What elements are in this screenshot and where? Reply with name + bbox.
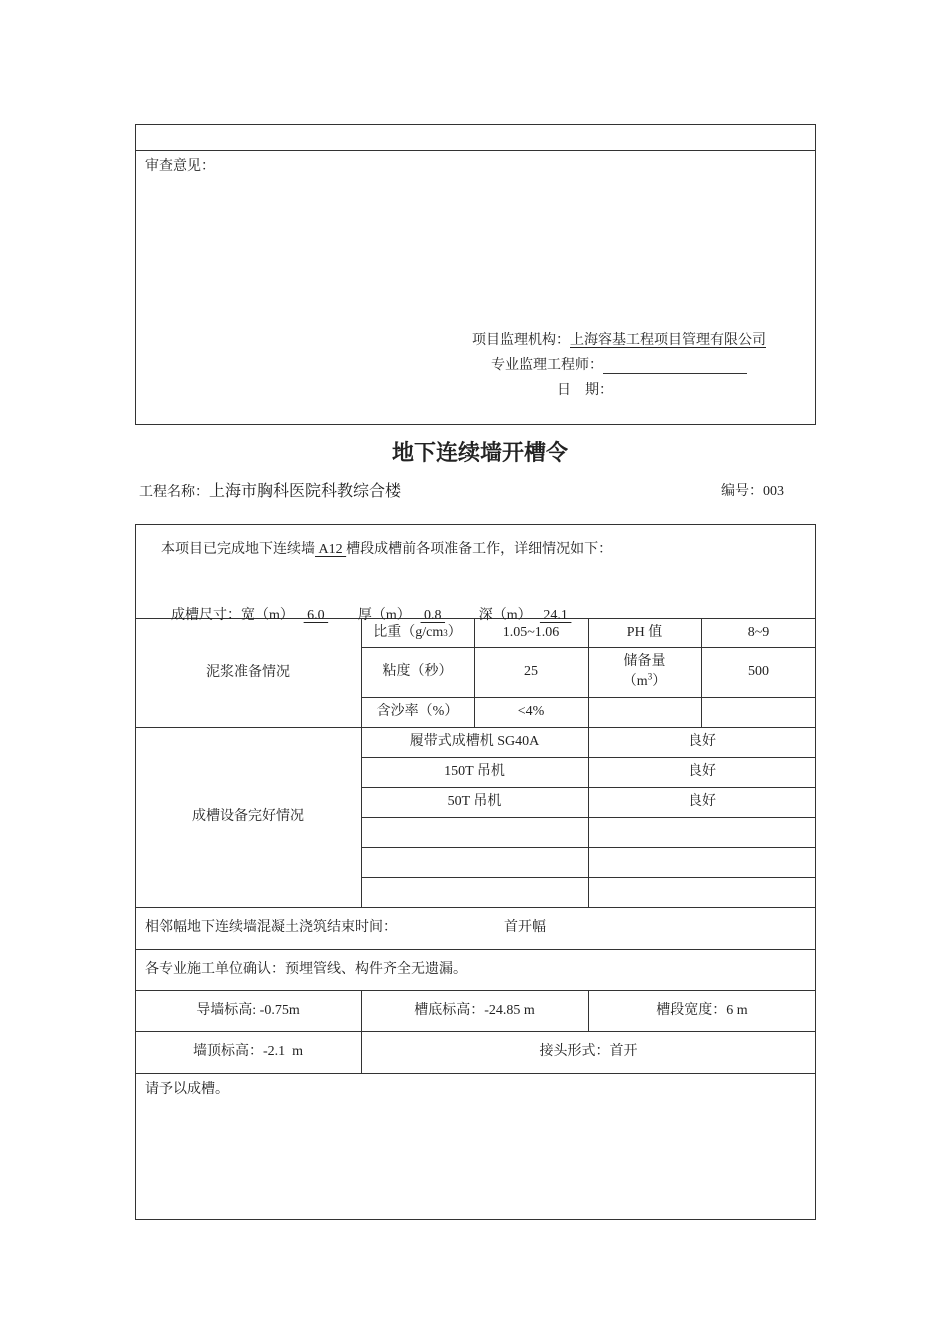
document-number-label: 编号： bbox=[721, 484, 763, 499]
date-row bbox=[557, 379, 613, 399]
date-label: 日 期： bbox=[557, 383, 613, 398]
width-value: 6.0 bbox=[303, 608, 329, 623]
width-label: 宽（m） bbox=[241, 608, 294, 623]
document-number-value: 003 bbox=[763, 484, 784, 499]
reserve-value: 500 bbox=[748, 664, 769, 679]
review-box bbox=[135, 124, 816, 425]
trench-segment-width: 槽段宽度：6 m bbox=[656, 1002, 748, 1018]
reserve-unit bbox=[623, 672, 666, 692]
sand-content-value: <4% bbox=[517, 704, 545, 719]
reserve-unit-text: （m bbox=[622, 674, 648, 689]
equipment-name: 50T 吊机 bbox=[447, 794, 502, 809]
adjacent-pour-value: 首开幅 bbox=[504, 920, 546, 935]
thickness-value: 0.8 bbox=[420, 608, 446, 623]
document-title: 地下连续墙开槽令 bbox=[391, 441, 568, 466]
project-name-row bbox=[139, 478, 401, 501]
document-number-row bbox=[721, 480, 784, 500]
reserve-unit-sup: 3 bbox=[647, 671, 653, 682]
density-label: 比重（g/cm bbox=[373, 624, 444, 640]
supervision-org-value: 上海容基工程项目管理有限公司 bbox=[570, 333, 766, 348]
joint-type: 接头形式：首开 bbox=[539, 1044, 638, 1059]
guide-wall-elevation: 导墙标高: -0.75m bbox=[196, 1002, 300, 1018]
contractor-confirmation: 各专业施工单位确认：预埋管线、构件齐全无遗漏。 bbox=[145, 961, 467, 977]
ph-value: 8~9 bbox=[747, 624, 770, 640]
supervision-org-row bbox=[472, 329, 766, 349]
review-label: 审查意见： bbox=[145, 159, 215, 174]
mud-section-label: 泥浆准备情况 bbox=[206, 664, 290, 680]
sand-content-label: 含沙率（%） bbox=[376, 704, 459, 719]
equipment-name: 150T 吊机 bbox=[444, 764, 505, 779]
intro-prefix: 本项目已完成地下连续墙 bbox=[161, 542, 315, 557]
wall-id: A12 bbox=[315, 542, 347, 557]
row-divider bbox=[135, 1073, 816, 1074]
depth-label: 深（m） bbox=[478, 608, 532, 623]
trench-size-label: 成槽尺寸： bbox=[171, 608, 241, 623]
density-label-end: ） bbox=[447, 624, 462, 640]
equipment-name bbox=[361, 877, 588, 907]
adjacent-pour-label: 相邻幅地下连续墙混凝土浇筑结束时间： bbox=[145, 920, 397, 935]
wall-top-elevation: 墙顶标高：-2.1 m bbox=[192, 1044, 304, 1059]
thickness-label: 厚（m） bbox=[357, 608, 411, 623]
project-name-label: 工程名称： bbox=[139, 485, 209, 500]
engineer-label: 专业监理工程师： bbox=[491, 358, 603, 373]
depth-value: 24.1 bbox=[539, 608, 572, 623]
ph-label: PH 值 bbox=[626, 624, 663, 640]
equipment-name bbox=[361, 847, 588, 877]
equipment-status: 良好 bbox=[688, 734, 716, 749]
reserve-unit-end: ） bbox=[652, 674, 667, 689]
engineer-row bbox=[491, 354, 747, 374]
trench-bottom-elevation: 槽底标高：-24.85 m bbox=[414, 1002, 535, 1018]
reserve-label-cell bbox=[588, 647, 701, 697]
equipment-name: 履带式成槽机 SG40A bbox=[409, 734, 540, 749]
review-top-divider bbox=[135, 150, 816, 151]
equipment-name bbox=[361, 817, 588, 847]
viscosity-label: 粘度（秒） bbox=[382, 664, 453, 679]
reserve-label: 储备量 bbox=[623, 654, 666, 669]
intro-line bbox=[161, 538, 612, 558]
density-value: 1.05~1.06 bbox=[502, 624, 560, 640]
approval-text: 请予以成槽。 bbox=[145, 1082, 229, 1097]
intro-suffix: 槽段成槽前各项准备工作，详细情况如下： bbox=[346, 542, 613, 557]
equipment-status bbox=[588, 847, 816, 877]
equipment-status: 良好 bbox=[688, 794, 716, 809]
density-label-cell: 比重（g/cm 3 ） bbox=[361, 618, 474, 647]
equipment-status bbox=[588, 817, 816, 847]
project-name-value: 上海市胸科医院科教综合楼 bbox=[209, 483, 402, 500]
equipment-status bbox=[588, 877, 816, 907]
supervision-org-label: 项目监理机构： bbox=[472, 333, 570, 348]
viscosity-value: 25 bbox=[524, 664, 538, 679]
engineer-signature-line bbox=[603, 359, 747, 374]
equipment-section-label: 成槽设备完好情况 bbox=[192, 809, 304, 824]
equipment-status: 良好 bbox=[688, 764, 716, 779]
